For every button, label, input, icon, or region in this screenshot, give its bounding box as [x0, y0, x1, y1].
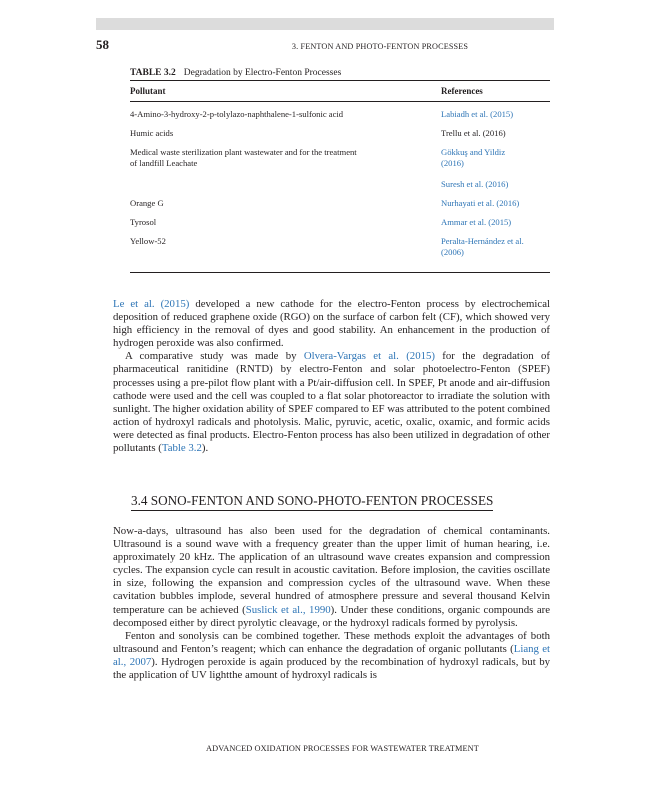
paragraph-text: ).	[201, 442, 209, 455]
degradation-table	[130, 80, 550, 273]
paragraph-text: ). Under these conditions, organic compounds are decomposed either by direct pyrolytic cleavage, or the hydroxyl radicals formed by pyrolysis.	[113, 603, 550, 629]
paragraph-text: Now-a-days, ultrasound has also been used for the degradation of chemical contaminants. Ultrasound is a sound wave with a frequency greater than the upper limit of human hearing, i.e. approximately 20 kHz. The application of an ultrasound wave creates expansion and compression cycles. The expansion cycle can result in acoustic cavitation. Before implosion, the cavities oscillate in size, following the expansion and compression cycles of the ultrasound wave. When these cavitation bubbles implode, several hundred of atmosphere pressure and several thousand Kelvin temperature can be achieved (	[113, 525, 550, 616]
table-cell-reference[interactable]: Peralta-Hernández et al.	[441, 235, 524, 246]
table-header-row	[130, 81, 550, 101]
table-cell-reference[interactable]: (2016)	[441, 157, 464, 168]
table-caption	[130, 68, 341, 78]
page-footer: ADVANCED OXIDATION PROCESSES FOR WASTEWATER TREATMENT	[206, 744, 479, 753]
table-cell-pollutant: 4-Amino-3-hydroxy-2-p-tolylazo-naphthalene-1-sulfonic acid	[130, 108, 344, 119]
body-paragraphs-bottom	[113, 525, 550, 682]
header-bar	[96, 18, 554, 30]
table-cell-pollutant: of landfill Leachate	[130, 157, 198, 168]
header-pollutant: Pollutant	[130, 86, 166, 97]
table-cell-reference[interactable]: (2006)	[441, 246, 464, 257]
table-bottom-rule	[130, 272, 550, 273]
section-heading	[131, 493, 493, 509]
section-heading-text: 3.4 SONO-FENTON AND SONO-PHOTO-FENTON PROCESSES	[131, 493, 493, 511]
table-cell-pollutant: Humic acids	[130, 127, 174, 138]
paragraph-text: ). Hydrogen peroxide is again produced by the recombination of hydroxyl radicals, but by the application of UV lightthe amount of hydroxyl radicals is	[113, 655, 550, 682]
citation-link[interactable]: Liang et al., 2007	[113, 642, 550, 668]
table-cell-reference[interactable]: Labiadh et al. (2015)	[441, 108, 514, 119]
body-paragraphs-top	[113, 298, 550, 455]
paragraph-text: developed a new cathode for the electro-Fenton process by electrochemical deposition of reduced graphene oxide (RGO) on the surface of carbon felt (CF), which showed very high efficiency in the removal of dyes and good stability. An enhancement in the production of hydrogen peroxide was also confirmed.	[113, 298, 550, 350]
table-link[interactable]: Table 3.2	[161, 442, 202, 455]
paragraph	[113, 630, 550, 682]
header-references: References	[441, 86, 483, 97]
table-cell-pollutant: Yellow-52	[130, 235, 166, 246]
table-cell-reference[interactable]: Gökkuş and Yildiz	[441, 146, 506, 157]
table-label: TABLE 3.2	[130, 68, 176, 78]
page-number: 58	[96, 37, 109, 52]
citation-link[interactable]: Suslick et al., 1990	[245, 603, 331, 616]
table-body	[130, 102, 550, 272]
paragraph	[113, 350, 550, 455]
paragraph-text: Fenton and sonolysis can be combined together. These methods exploit the advantages of both ultrasound and Fenton’s reagent; which can enhance the degradation of organic pollutants (	[113, 629, 550, 655]
table-cell-reference: Trellu et al. (2016)	[441, 127, 506, 138]
paragraph	[113, 298, 550, 350]
table-cell-pollutant: Tyrosol	[130, 216, 157, 227]
table-title: Degradation by Electro-Fenton Processes	[183, 68, 342, 78]
citation-link[interactable]: Olvera-Vargas et al. (2015)	[303, 350, 435, 363]
table-cell-reference[interactable]: Ammar et al. (2015)	[441, 216, 512, 227]
paragraph-text: A comparative study was made by	[125, 350, 304, 363]
table-cell-pollutant: Orange G	[130, 197, 164, 208]
paragraph	[113, 525, 550, 630]
table-cell-pollutant: Medical waste sterilization plant wastewater and for the treatment	[130, 146, 357, 157]
running-head: 3. FENTON AND PHOTO-FENTON PROCESSES	[291, 42, 469, 51]
citation-link[interactable]: Le et al. (2015)	[113, 298, 190, 310]
table-cell-reference[interactable]: Suresh et al. (2016)	[441, 178, 509, 189]
paragraph-text: for the degradation of pharmaceutical ranitidine (RNTD) by electro-Fenton and solar photoelectro-Fenton (SPEF) processes using a pre-pilot flow plant with a Pt/air-diffusion cell. In SPEF, Pt anode and air-diffusion cathode were used and the cell was coupled to a flat solar photoreactor to irradiate the solution with sunlight. The higher oxidation ability of SPEF compared to EF was attributed to the potent combined action of hydroxyl radicals and photolysis. Malic, pyruvic, acetic, oxalic, oxamic, and formic acids were detected as final products. Electro-Fenton process has also been utilized in degradation of other pollutants (	[113, 350, 551, 455]
table-cell-reference[interactable]: Nurhayati et al. (2016)	[441, 197, 520, 208]
